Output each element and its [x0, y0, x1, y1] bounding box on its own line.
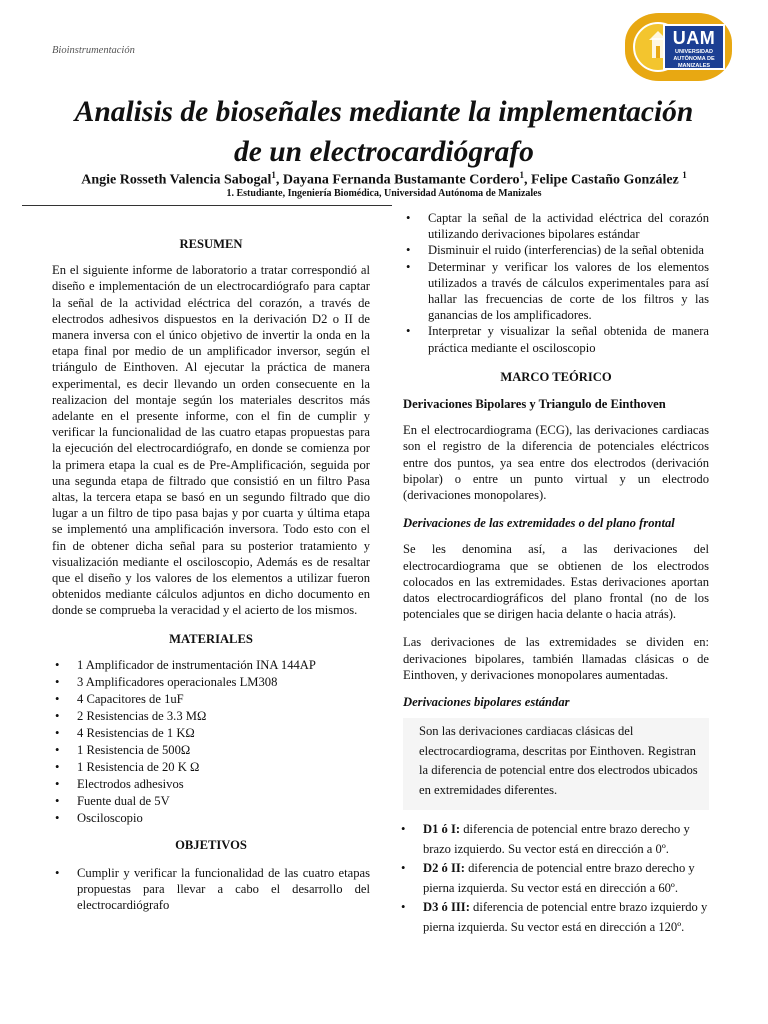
list-item: • 2 Resistencias de 3.3 MΩ: [52, 708, 370, 725]
title-line-2: de un electrocardiógrafo: [234, 136, 534, 168]
list-item: • Osciloscopio: [52, 810, 370, 827]
einthoven-text: En el electrocardiograma (ECG), las derivaciones cardiacas son el registro de la diferencia de potenciales eléctricos entre dos puntos, ya sea entre dos electrodos (derivación bipolar) o entre un punto virtual y un electrodo (derivaciones monopolares).: [403, 423, 709, 503]
derivation-text: diferencia de potencial entre brazo derecho y pierna izquierda. Su vector está en dirección a 60º.: [423, 861, 695, 895]
resumen-heading: RESUMEN: [179, 237, 243, 251]
subheading-bipolar-standard: Derivaciones bipolares estándar: [403, 695, 570, 710]
list-item: • 4 Capacitores de 1uF: [52, 691, 370, 708]
list-item: • Disminuir el ruido (interferencias) de la señal obtenida: [403, 242, 709, 258]
university-logo: [625, 13, 732, 81]
derivation-text: diferencia de potencial entre brazo izquierdo y pierna izquierda. Su vector está en dirección a 120º.: [423, 900, 708, 934]
list-item: • 1 Resistencia de 20 K Ω: [52, 759, 370, 776]
list-item: • Determinar y verificar los valores de los elementos utilizados a través de cálculos experimentales para así hallar las frecuencias de corte de los filtros y las ganancias de los amplificadores.: [403, 259, 709, 324]
derivation-label: D3 ó III:: [423, 900, 470, 915]
paper-title: [30, 92, 738, 172]
list-item: • Fuente dual de 5V: [52, 793, 370, 810]
author-affiliation-mark: 1: [682, 170, 687, 180]
author-name: Felipe Castaño González: [531, 172, 683, 188]
derivation-item: [403, 859, 709, 898]
list-item: • 4 Resistencias de 1 KΩ: [52, 725, 370, 742]
logo-acronym: UAM: [672, 28, 716, 48]
author-name: Dayana Fernanda Bustamante Cordero: [282, 172, 520, 188]
derivation-label: D1 ó I:: [423, 822, 461, 837]
list-item: • 1 Resistencia de 500Ω: [52, 742, 370, 759]
list-item: • Interpretar y visualizar la señal obtenida de manera práctica mediante el osciloscopio: [403, 323, 709, 355]
author-affiliation-mark: 1: [519, 170, 524, 180]
shaded-definition-box: [403, 718, 709, 810]
list-item: • 1 Amplificador de instrumentación INA 144AP: [52, 657, 370, 674]
affiliation: 1. Estudiante, Ingeniería Biomédica, Universidad Autónoma de Manizales: [226, 188, 542, 199]
shaded-definition-text: Son las derivaciones cardiacas clásicas del electrocardiograma, descritas por Einthoven. Registran la diferencia de potencial entre dos electrodos ubicados en extremidades diferentes.: [419, 724, 698, 797]
resumen-text: En el siguiente informe de laboratorio a tratar correspondió al diseño e implementación de un electrocardiógrafo para captar la señal de la actividad eléctrica del corazón, a través de electrodos adhesivos dispuestos en la derivación D2 o II de manera inversa con el único objetivo de invertir la onda en la etapa final por medio de un amplificador inversor, según el triángulo de Einthoven. Al ejecutar la práctica de manera experimental, es decir llevando un orden consecuente en la realizacion del montaje según los materiales descritos más adelante en el presente informe, con el fin de cumplir y verificar la funcionalidad de las cuatro etapas propuestas para la ejecución del electrocardiógrafo, en donde se comienza por la primera etapa la cual es de Pre-Amplificación, seguida por una segunda etapa de filtrado que consistió en un filtro Pasa altas, la tercera etapa se basó en un segundo filtrado que dio lugar a un filtro de tipo pasa bajas y por cuarta y última etapa se implementó una amplificación inversora. Todo esto con el fin de obtener dicha señal para su posterior tratamiento y visualización mediante el osciloscopio, Además es de resaltar que el diseño y los valores de los elementos a utilizar fueron obtenidos mediante cálculos adjuntos en dicho documento en donde se comprueba la veracidad y el acierto de los mismos.: [52, 263, 370, 618]
derivation-text: diferencia de potencial entre brazo derecho y brazo izquierdo. Su vector está en dirección a 0º.: [423, 822, 690, 856]
author-separator: ,: [524, 172, 531, 188]
objetivos-list-continued: [403, 210, 709, 356]
derivation-item: [403, 820, 709, 859]
list-item: • 3 Amplificadores operacionales LM308: [52, 674, 370, 691]
derivation-label: D2 ó II:: [423, 861, 465, 876]
subheading-frontal-plane: Derivaciones de las extremidades o del plano frontal: [403, 516, 675, 531]
materiales-list: [52, 657, 370, 827]
author-affiliation-mark: 1: [271, 170, 276, 180]
materiales-heading: MATERIALES: [169, 631, 253, 646]
left-column: [52, 236, 370, 914]
list-item: • Cumplir y verificar la funcionalidad de las cuatro etapas propuestas para llevar a cabo el desarrollo del electrocardiógrafo: [52, 865, 370, 914]
subheading-einthoven: Derivaciones Bipolares y Triangulo de Einthoven: [403, 397, 666, 412]
logo-line-1: UNIVERSIDAD: [675, 49, 713, 55]
author-separator: ,: [275, 172, 283, 188]
objetivos-list: [52, 865, 370, 914]
header-divider: [22, 205, 392, 206]
title-line-1: Analisis de bioseñales mediante la implementación: [74, 96, 694, 128]
marco-teorico-heading: MARCO TEÓRICO: [500, 369, 612, 384]
frontal-plane-text: Se les denomina así, a las derivaciones del electrocardiograma que se obtienen de los electrodos colocados en las extremidades. Estas derivaciones aportan datos electrocardiográficos del plano frontal (no de los potenciales que se dirigen hacia delante o hacia atrás).: [403, 542, 709, 622]
right-column: [403, 210, 709, 937]
derivation-item: [403, 898, 709, 937]
list-item: • Electrodos adhesivos: [52, 776, 370, 793]
running-head: Bioinstrumentación: [52, 45, 135, 56]
author-name: Angie Rosseth Valencia Sabogal: [81, 172, 272, 188]
objetivos-heading: OBJETIVOS: [175, 837, 247, 852]
limb-leads-text: Las derivaciones de las extremidades se dividen en: derivaciones bipolares, también llamadas clásicas o de Einthoven, y derivaciones monopolares aumentadas.: [403, 635, 709, 682]
logo-wordmark: [663, 24, 725, 70]
logo-line-2: AUTÓNOMA DE MANIZALES: [673, 56, 715, 69]
list-item: • Captar la señal de la actividad eléctrica del corazón utilizando derivaciones bipolares estándar: [403, 210, 709, 242]
derivations-list: [403, 820, 709, 937]
